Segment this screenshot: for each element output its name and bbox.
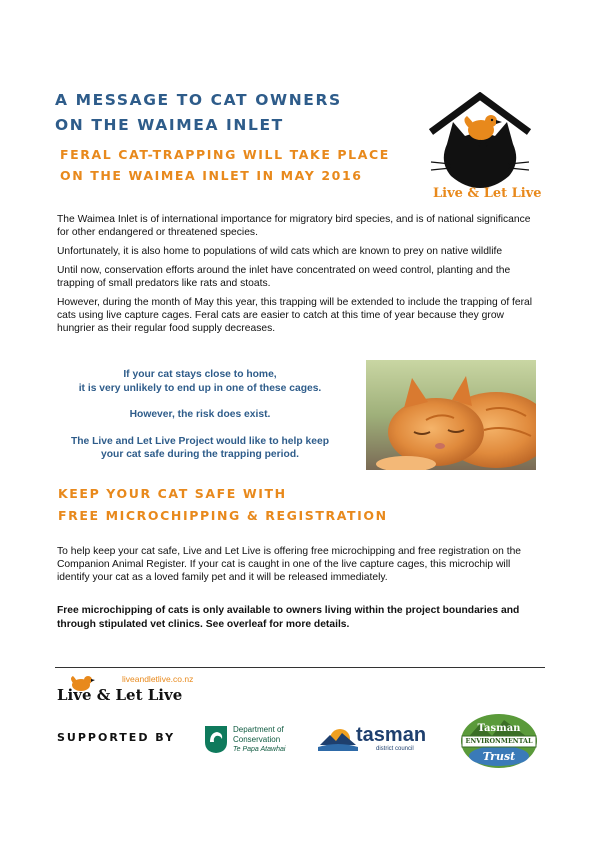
- doc-line-1: Department of: [233, 725, 284, 734]
- eligibility-paragraph: Free microchipping of cats is only available to owners living within the project boundaries and through stipulated vet clinics. See overleaf for more details.: [57, 605, 520, 630]
- doc-emblem-icon: [203, 724, 229, 754]
- intro-paragraph-2: Unfortunately, it is also home to populations of wild cats which are known to prey on native wildlife: [57, 246, 503, 257]
- callout-text: [55, 368, 345, 462]
- intro-text: [57, 213, 537, 335]
- live-and-let-live-logo: [425, 92, 542, 207]
- tet-line-2: ENVIRONMENTAL: [465, 737, 533, 745]
- intro-paragraph-4: However, during the month of May this year, this trapping will be extended to include the trapping of feral cats using live capture cages. Feral cats are easier to catch at this time of year because they grow hungrier as their regular food supply decreases.: [57, 297, 533, 334]
- callout-line-4: The Live and Let Live Project would like to help keep: [70, 435, 330, 447]
- callout-line-1: If your cat stays close to home,: [123, 369, 277, 380]
- tasman-environmental-trust-logo: [458, 712, 540, 770]
- title-line-2: ON THE WAIMEA INLET: [55, 116, 284, 134]
- tet-line-3: Trust: [482, 750, 516, 763]
- subtitle-line-1: FERAL CAT-TRAPPING WILL TAKE PLACE: [60, 147, 390, 162]
- section2-heading-line-1: KEEP YOUR CAT SAFE WITH: [58, 486, 287, 501]
- sleeping-cat-photo: [366, 360, 536, 470]
- callout-line-3: However, the risk does exist.: [129, 409, 271, 420]
- tasman-emblem-icon: [318, 727, 358, 751]
- doc-line-2: Conservation: [233, 735, 281, 744]
- tasman-district-council-logo: [318, 724, 426, 758]
- microchip-paragraph: To help keep your cat safe, Live and Let Live is offering free microchipping and free registration on the Companion Animal Register. If your cat is caught in one of the live capture cages, this microchip will identify your cat as a loved family pet and it will be released immediately.: [57, 546, 522, 583]
- supported-by-label: SUPPORTED BY: [57, 731, 176, 744]
- intro-paragraph-3: Until now, conservation efforts around the inlet have concentrated on weed control, planting and the trapping of small predators like rats and stoats.: [57, 265, 511, 289]
- logo-caption: Live & Let Live: [433, 186, 542, 201]
- doc-logo: [203, 722, 303, 758]
- title-line-1: A MESSAGE TO CAT OWNERS: [55, 91, 342, 109]
- tet-line-1: Tasman: [477, 723, 521, 734]
- footer-brand-name: Live & Let Live: [57, 686, 183, 704]
- tasman-sub: district council: [376, 746, 414, 752]
- footer-divider: [55, 667, 545, 668]
- doc-line-3: Te Papa Atawhai: [233, 746, 286, 753]
- footer-brand: [57, 674, 227, 708]
- callout-line-5: your cat safe during the trapping period.: [101, 449, 299, 460]
- intro-paragraph-1: The Waimea Inlet is of international importance for migratory bird species, and is of national significance for other endangered or threatened species.: [57, 214, 531, 238]
- section2-heading-line-2: FREE MICROCHIPPING & REGISTRATION: [58, 508, 388, 523]
- website-link[interactable]: liveandletlive.co.nz: [122, 674, 194, 684]
- tasman-name: tasman: [356, 724, 427, 746]
- cat-house-bird-icon: [425, 92, 535, 190]
- callout-line-2: it is very unlikely to end up in one of these cages.: [78, 382, 322, 394]
- subtitle-line-2: ON THE WAIMEA INLET IN MAY 2016: [60, 168, 363, 183]
